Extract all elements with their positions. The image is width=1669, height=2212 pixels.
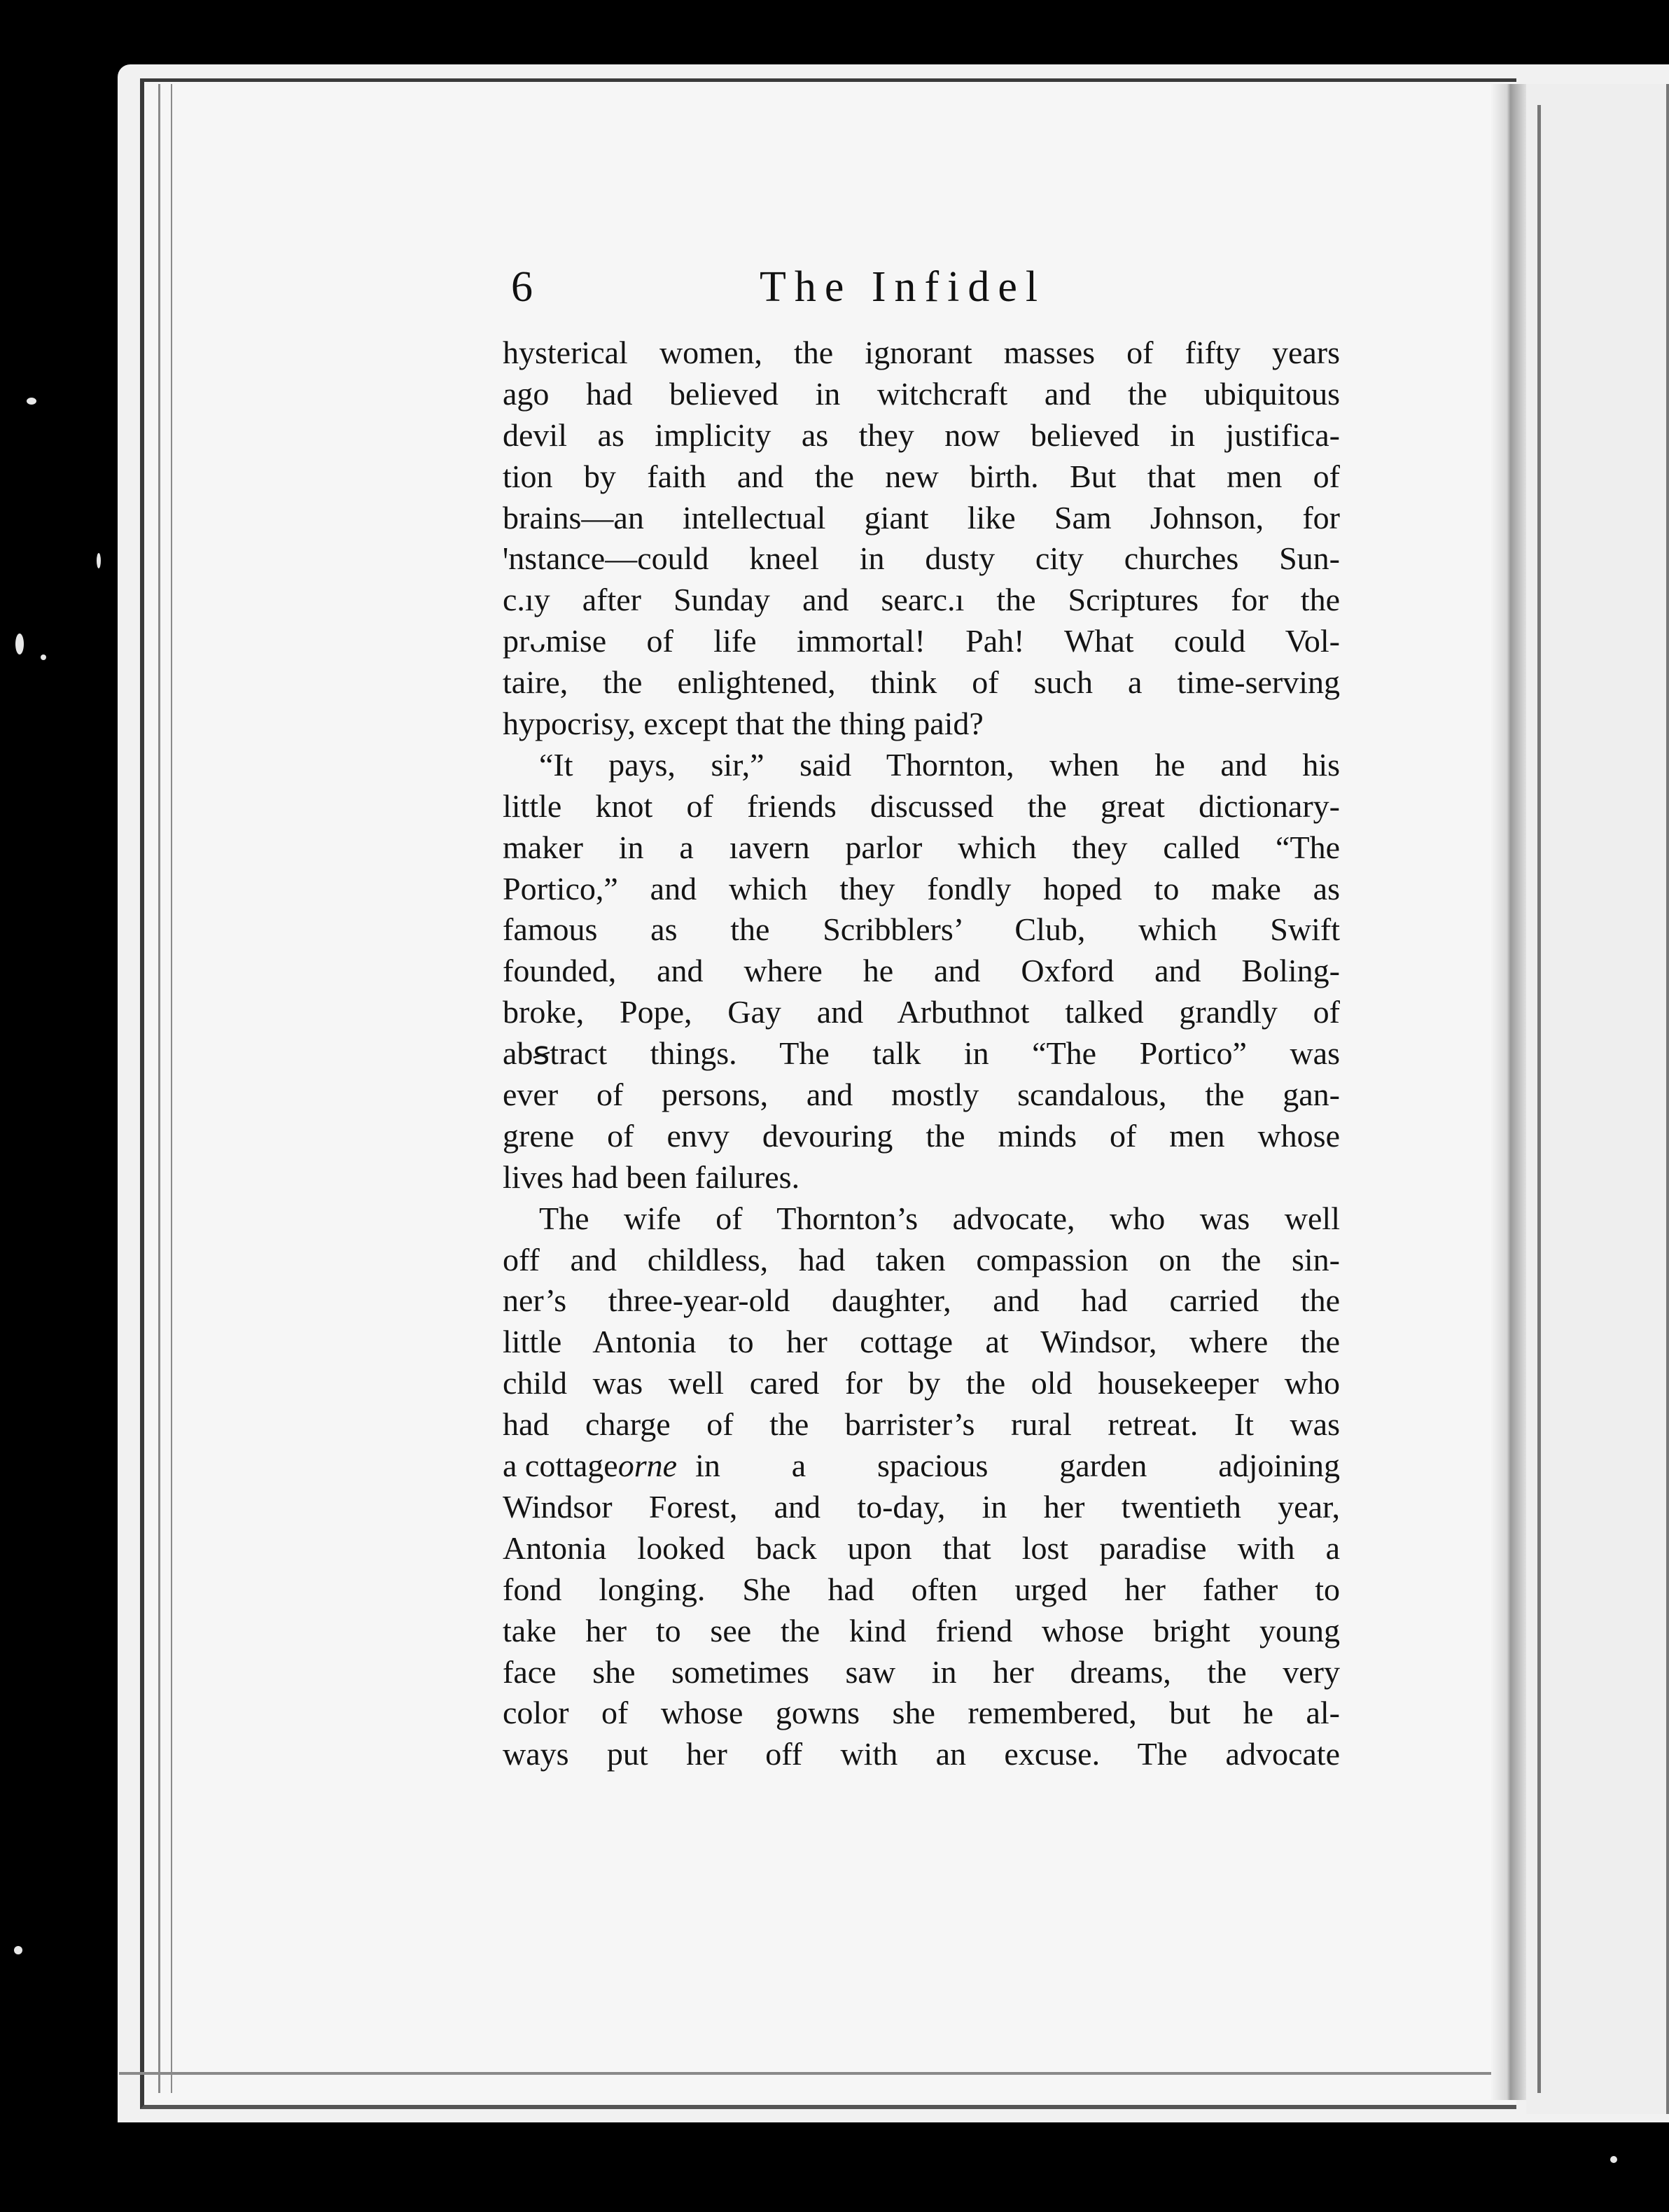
text-line: grene of envy devouring the minds of men whose [503, 1117, 1340, 1154]
scan-speck [15, 634, 24, 654]
scan-speck [27, 398, 36, 405]
text-fragment: in a spacious garden adjoining [695, 1448, 1340, 1484]
text-line: ner’s three-year-old daughter, and had carried the [503, 1282, 1340, 1319]
text-line: child was well cared for by the old housekeeper who [503, 1365, 1340, 1401]
text-line: hysterical women, the ignorant masses of fifty years [503, 335, 1340, 370]
scan-speck [14, 1946, 22, 1954]
page-edge-line [119, 2072, 1519, 2075]
page-header [511, 259, 1106, 329]
page-edge-line [158, 84, 160, 2093]
text-line: The wife of Thornton’s advocate, who was well [539, 1200, 1340, 1236]
text-line-mixed [503, 1446, 1340, 1487]
text-line: taire, the enlightened, think of such a time-serving [503, 664, 1340, 701]
text-line: devil as implicity as they now believed in justifica- [503, 416, 1340, 453]
text-line: brains—an intellectual giant like Sam Johnson, for [503, 499, 1340, 536]
text-line: off and childless, had taken compassion on the sin- [503, 1241, 1340, 1278]
text-line: little Antonia to her cottage at Windsor, where the [503, 1324, 1340, 1360]
text-line: face she sometimes saw in her dreams, the very [503, 1653, 1340, 1690]
right-page-rule [1537, 105, 1541, 2093]
text-line: had charge of the barrister’s rural retreat. It was [503, 1406, 1340, 1443]
text-line: hypocrisy, except that the thing paid? [503, 706, 984, 742]
text-line: c.ıy after Sunday and searc.ı the Scriptures for the [503, 582, 1340, 618]
text-line: ꞌnstance—could kneel in dusty city churches Sun- [503, 540, 1340, 577]
page-edge-line [171, 84, 172, 2093]
body-text [503, 332, 1340, 1775]
text-line: little knot of friends discussed the great dictionary- [503, 788, 1340, 824]
text-line: Portico,” and which they fondly hoped to make as [503, 870, 1340, 906]
text-line: famous as the Scribblers’ Club, which Swift [503, 911, 1340, 948]
scan-speck [41, 654, 46, 660]
text-line: abꞩtract things. The talk in “The Portico” was [503, 1035, 1340, 1072]
text-line: take her to see the kind friend whose bright young [503, 1612, 1340, 1648]
text-fragment: a cottage [503, 1448, 618, 1484]
text-line: Windsor Forest, and to-day, in her twentieth year, [503, 1488, 1340, 1525]
text-line: tion by faith and the new birth. But that men of [503, 458, 1340, 494]
text-line: Antonia looked back upon that lost paradise with a [503, 1530, 1340, 1566]
text-line: “It pays, sir,” said Thornton, when he and his [539, 746, 1340, 783]
text-line: color of whose gowns she remembered, but he al- [503, 1695, 1340, 1731]
scan-speck [97, 553, 101, 568]
text-line: broke, Pope, Gay and Arbuthnot talked grandly of [503, 994, 1340, 1030]
text-line: ever of persons, and mostly scandalous, the gan- [503, 1077, 1340, 1113]
text-line: ways put her off with an excuse. The advocate [503, 1736, 1340, 1772]
text-line: maker in a ıavern parlor which they called “The [503, 829, 1340, 865]
text-line: lives had been failures. [503, 1158, 800, 1195]
text-line: fond longing. She had often urged her father to [503, 1571, 1340, 1607]
page-number: 6 [511, 263, 533, 311]
running-title: The Infidel [760, 263, 1047, 311]
text-line: ago had believed in witchcraft and the ubiquitous [503, 375, 1340, 412]
right-page-rule [1666, 84, 1669, 2114]
text-line: founded, and where he and Oxford and Boling- [503, 953, 1340, 989]
italic-word: orne [617, 1448, 678, 1484]
book-gutter [1491, 84, 1526, 2100]
right-page [1526, 84, 1669, 2114]
text-line: prᴗmise of life immortal! Pah! What could Vol- [503, 623, 1340, 659]
scan-speck [1610, 2156, 1617, 2163]
